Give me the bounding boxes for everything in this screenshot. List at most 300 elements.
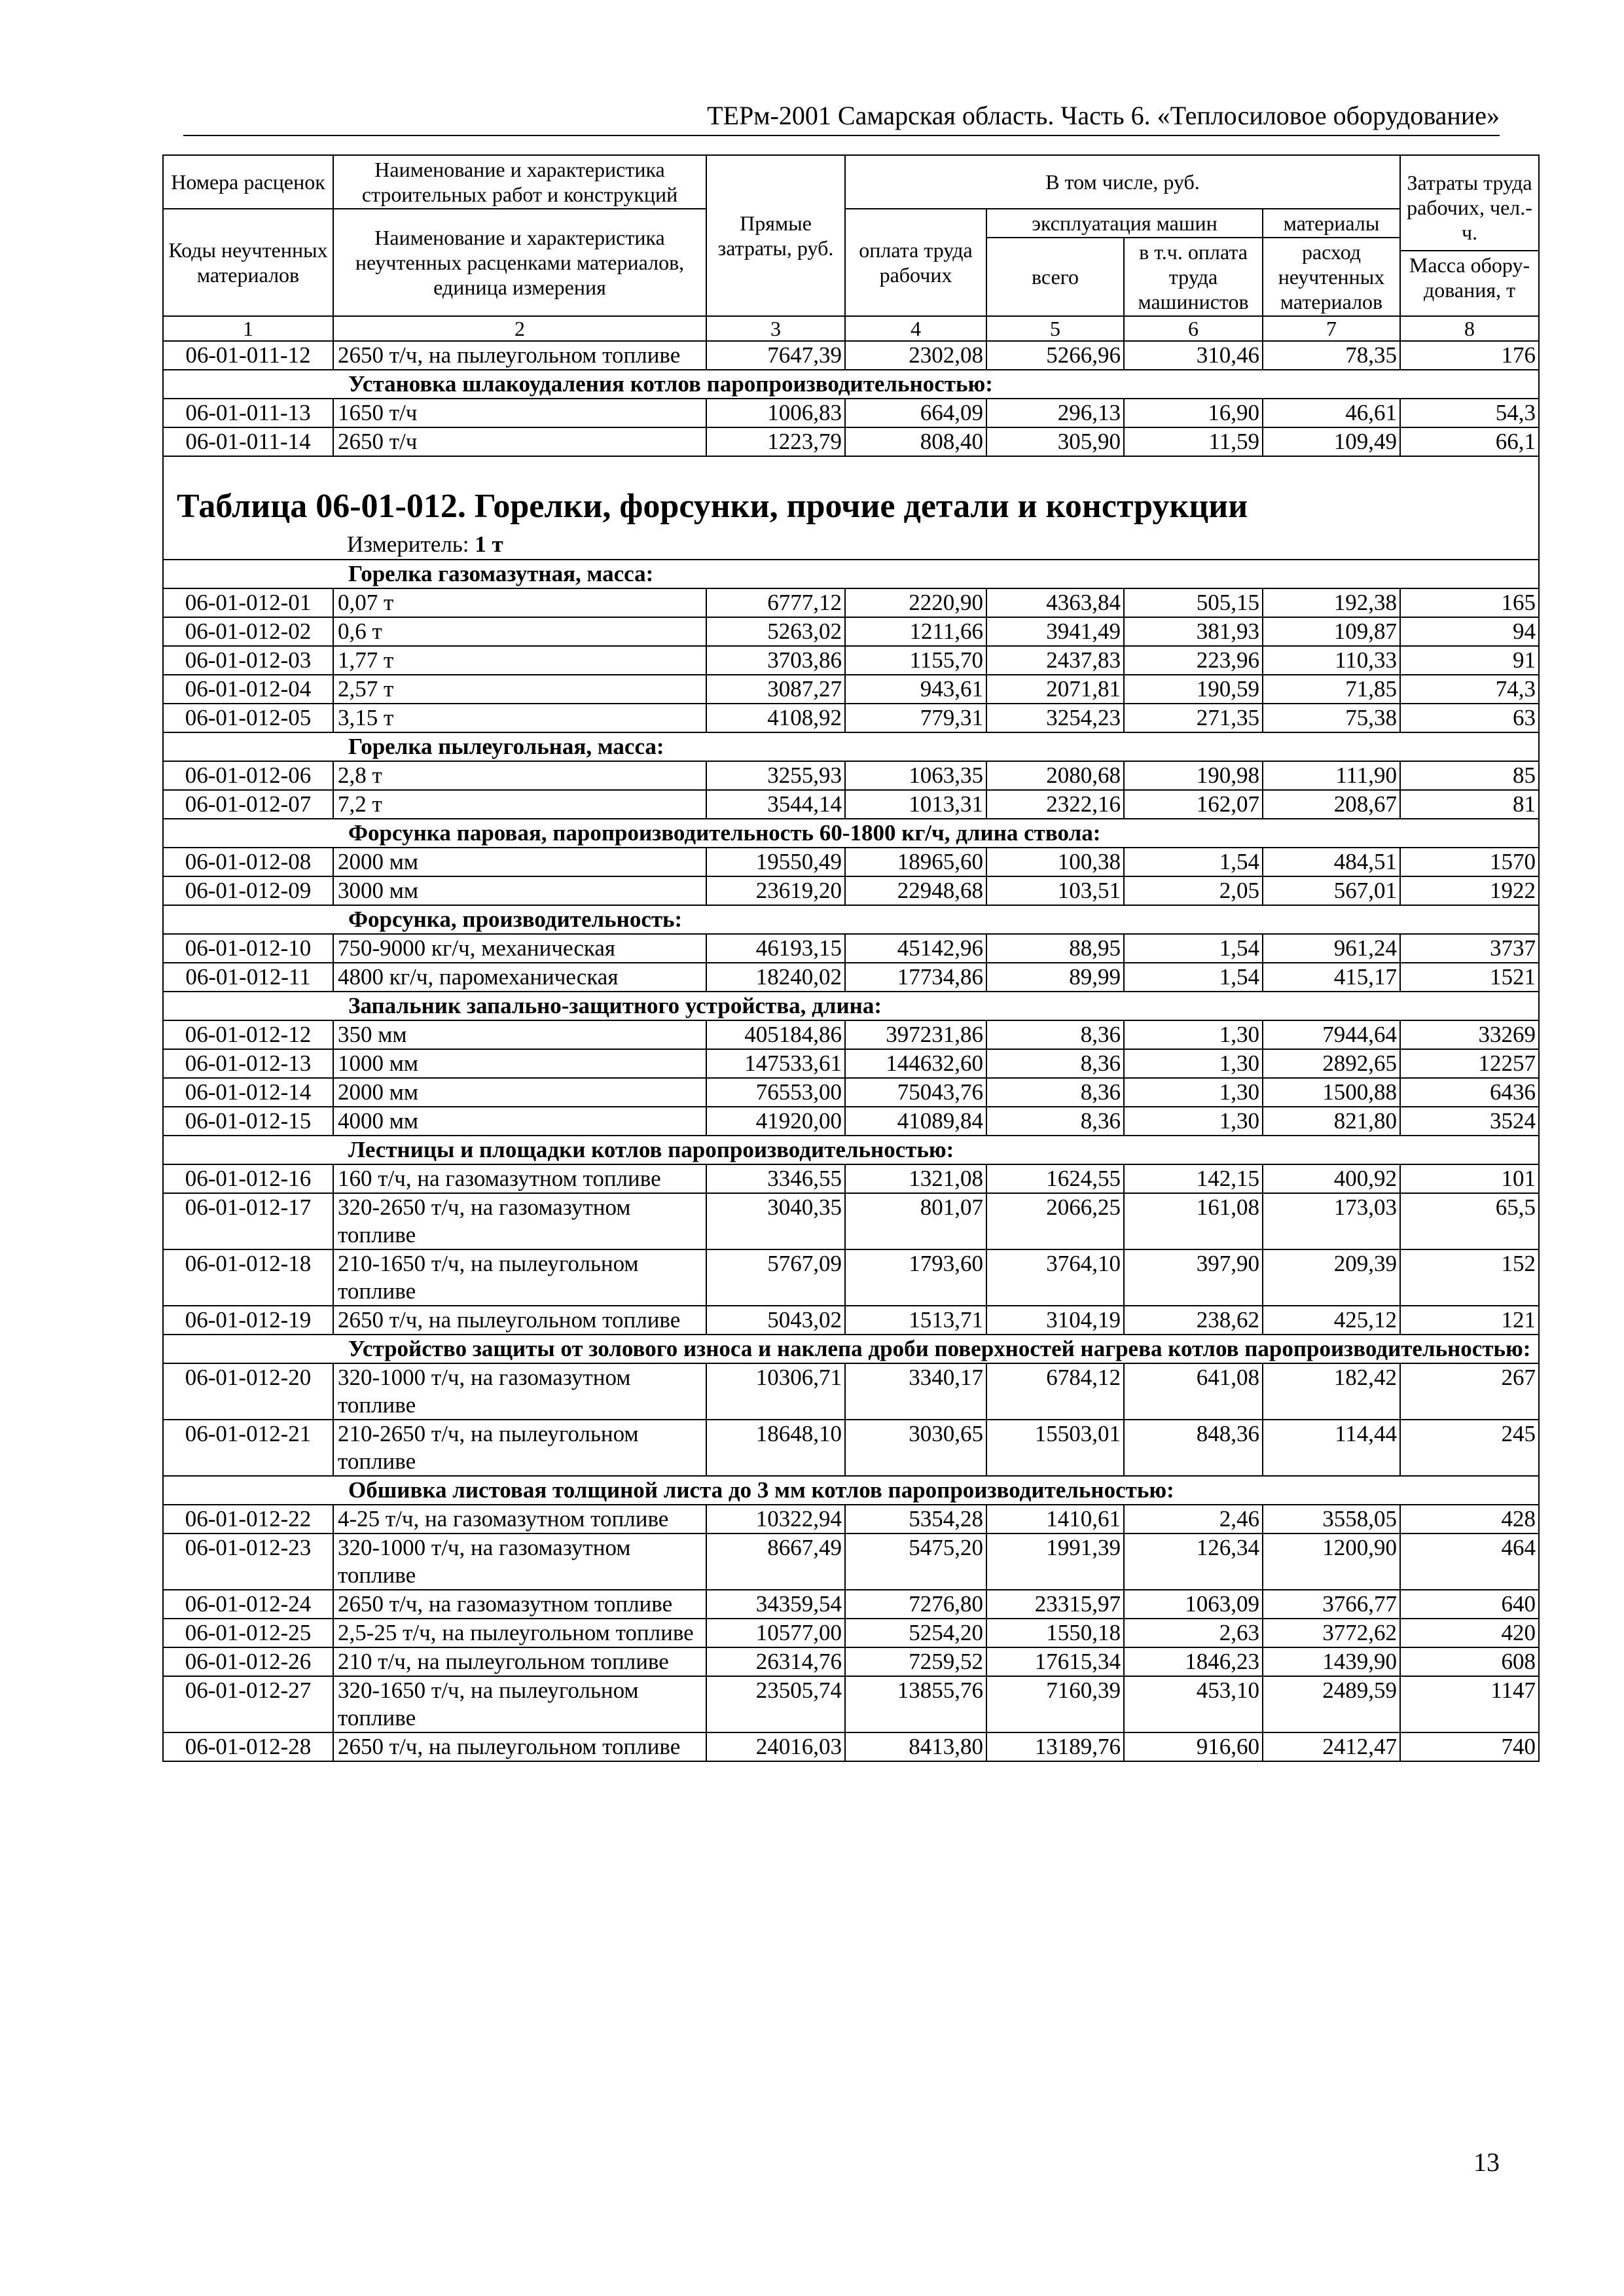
materials-cost: 1500,88 [1263,1078,1400,1107]
materials-cost: 3772,62 [1263,1619,1400,1647]
labor-cost: 640 [1400,1590,1539,1619]
direct-cost: 34359,54 [706,1590,845,1619]
rate-name: 7,2 т [333,790,706,819]
labor-cost: 428 [1400,1505,1539,1534]
rate-name: 160 т/ч, на газомазутном топливе [333,1164,706,1193]
machinist-wages: 16,90 [1124,399,1263,427]
column-index: 3 [706,316,845,341]
labor-cost: 85 [1400,761,1539,790]
wages-cost: 1063,35 [845,761,986,790]
table-row [163,848,1539,876]
rate-code: 06-01-012-17 [163,1193,333,1249]
materials-cost: 192,38 [1263,588,1400,617]
rate-code: 06-01-011-13 [163,399,333,427]
direct-cost: 3346,55 [706,1164,845,1193]
machinist-wages: 310,46 [1124,341,1263,370]
direct-cost: 405184,86 [706,1020,845,1049]
rate-code: 06-01-012-01 [163,588,333,617]
section-title: Лестницы и площадки котлов паропроизводительностью: [163,1136,1539,1164]
rate-name: 3,15 т [333,704,706,732]
machines-total: 1991,39 [986,1534,1124,1590]
labor-cost: 54,3 [1400,399,1539,427]
rate-name: 2650 т/ч, на пылеугольном топливе [333,1732,706,1761]
wages-cost: 1321,08 [845,1164,986,1193]
machines-total: 88,95 [986,934,1124,963]
machinist-wages: 397,90 [1124,1249,1263,1306]
machines-total: 296,13 [986,399,1124,427]
labor-cost: 63 [1400,704,1539,732]
section-title: Установка шлакоудаления котлов паропроизводительностью: [163,370,1539,399]
table-row [163,1619,1539,1647]
direct-cost: 76553,00 [706,1078,845,1107]
materials-cost: 209,39 [1263,1249,1400,1306]
col-machines: эксплуатация машин [986,209,1263,238]
col-mass: Масса обору-дования, т [1401,250,1538,304]
rate-name: 320-1000 т/ч, на газомазутном топливе [333,1534,706,1590]
rate-name: 210-1650 т/ч, на пылеугольном топливе [333,1249,706,1306]
machines-total: 89,99 [986,963,1124,992]
machines-total: 3104,19 [986,1306,1124,1335]
machinist-wages: 11,59 [1124,427,1263,456]
labor-cost: 1570 [1400,848,1539,876]
machines-total: 8,36 [986,1020,1124,1049]
direct-cost: 18240,02 [706,963,845,992]
materials-cost: 3558,05 [1263,1505,1400,1534]
machines-total: 2071,81 [986,675,1124,704]
column-index: 6 [1124,316,1263,341]
column-index: 7 [1263,316,1400,341]
section-title: Запальник запально-защитного устройства, длина: [163,992,1539,1020]
section-title: Устройство защиты от золового износа и наклепа дроби поверхностей нагрева котлов паропроизводительностью: [163,1335,1539,1363]
direct-cost: 18648,10 [706,1420,845,1476]
labor-cost: 152 [1400,1249,1539,1306]
wages-cost: 13855,76 [845,1676,986,1732]
col-labor: Затраты труда рабочих, чел.-ч. [1407,171,1532,244]
wages-cost: 1211,66 [845,617,986,646]
table-row [163,704,1539,732]
section-row [163,819,1539,848]
direct-cost: 1223,79 [706,427,845,456]
rate-name: 2,5-25 т/ч, на пылеугольном топливе [333,1619,706,1647]
section-row [163,370,1539,399]
rate-code: 06-01-012-18 [163,1249,333,1306]
direct-cost: 3703,86 [706,646,845,675]
rate-name: 750-9000 кг/ч, механическая [333,934,706,963]
machinist-wages: 126,34 [1124,1534,1263,1590]
rate-name: 2,8 т [333,761,706,790]
rate-name: 320-2650 т/ч, на газомазутном топливе [333,1193,706,1249]
section-title: Горелка пылеугольная, масса: [163,732,1539,761]
wages-cost: 45142,96 [845,934,986,963]
machines-total: 1410,61 [986,1505,1124,1534]
section-title: Обшивка листовая толщиной листа до 3 мм котлов паропроизводительностью: [163,1476,1539,1505]
machinist-wages: 1,30 [1124,1107,1263,1136]
table-row [163,1078,1539,1107]
machines-total: 13189,76 [986,1732,1124,1761]
rate-code: 06-01-012-13 [163,1049,333,1078]
materials-cost: 111,90 [1263,761,1400,790]
measure-label: Измеритель: [347,531,469,557]
table-row [163,617,1539,646]
direct-cost: 3544,14 [706,790,845,819]
rate-code: 06-01-012-15 [163,1107,333,1136]
rate-code: 06-01-012-16 [163,1164,333,1193]
rate-name: 320-1000 т/ч, на газомазутном топливе [333,1363,706,1420]
wages-cost: 664,09 [845,399,986,427]
labor-cost: 464 [1400,1534,1539,1590]
col-name2: Наименование и характеристика неучтенных расценками материалов, единица измерения [333,209,706,316]
wages-cost: 779,31 [845,704,986,732]
materials-cost: 821,80 [1263,1107,1400,1136]
wages-cost: 75043,76 [845,1078,986,1107]
direct-cost: 5043,02 [706,1306,845,1335]
rate-code: 06-01-012-26 [163,1647,333,1676]
labor-cost: 121 [1400,1306,1539,1335]
materials-cost: 415,17 [1263,963,1400,992]
rate-code: 06-01-012-23 [163,1534,333,1590]
rate-code: 06-01-012-28 [163,1732,333,1761]
measure-line [164,530,1538,559]
header-title: ТЕРм-2001 Самарская область. Часть 6. «Теплосиловое оборудование» [707,101,1500,130]
direct-cost: 10322,94 [706,1505,845,1534]
section-row [163,905,1539,934]
table-row [163,1306,1539,1335]
rate-code: 06-01-012-20 [163,1363,333,1420]
machines-total: 305,90 [986,427,1124,456]
rate-name: 2650 т/ч, на газомазутном топливе [333,1590,706,1619]
table-row [163,1732,1539,1761]
table-row [163,1420,1539,1476]
machines-total: 1550,18 [986,1619,1124,1647]
machines-total: 3254,23 [986,704,1124,732]
wages-cost: 2220,90 [845,588,986,617]
col-name: Наименование и характеристика строительных работ и конструкций [333,155,706,209]
wages-cost: 41089,84 [845,1107,986,1136]
machinist-wages: 2,63 [1124,1619,1263,1647]
col-labor-mass [1400,155,1539,316]
materials-cost: 109,49 [1263,427,1400,456]
wages-cost: 1513,71 [845,1306,986,1335]
rate-name: 4800 кг/ч, паромеханическая [333,963,706,992]
labor-cost: 608 [1400,1647,1539,1676]
wages-cost: 1793,60 [845,1249,986,1306]
table-row [163,588,1539,617]
table-row [163,1193,1539,1249]
machinist-wages: 142,15 [1124,1164,1263,1193]
header-row-1 [163,155,1539,209]
machines-total: 17615,34 [986,1647,1124,1676]
section-row [163,732,1539,761]
wages-cost: 3340,17 [845,1363,986,1420]
rate-code: 06-01-012-08 [163,848,333,876]
wages-cost: 5475,20 [845,1534,986,1590]
direct-cost: 46193,15 [706,934,845,963]
direct-cost: 5263,02 [706,617,845,646]
labor-cost: 91 [1400,646,1539,675]
table-row [163,1164,1539,1193]
wages-cost: 801,07 [845,1193,986,1249]
machines-total: 15503,01 [986,1420,1124,1476]
labor-cost: 101 [1400,1164,1539,1193]
rate-code: 06-01-011-12 [163,341,333,370]
rate-name: 1650 т/ч [333,399,706,427]
direct-cost: 1006,83 [706,399,845,427]
rate-code: 06-01-012-25 [163,1619,333,1647]
table-row [163,1363,1539,1420]
materials-cost: 208,67 [1263,790,1400,819]
machinist-wages: 505,15 [1124,588,1263,617]
column-index-row [163,316,1539,341]
machinist-wages: 1063,09 [1124,1590,1263,1619]
rate-name: 210-2650 т/ч, на пылеугольном топливе [333,1420,706,1476]
running-header [183,98,1500,136]
direct-cost: 147533,61 [706,1049,845,1078]
direct-cost: 23619,20 [706,876,845,905]
materials-cost: 1439,90 [1263,1647,1400,1676]
materials-cost: 114,44 [1263,1420,1400,1476]
rate-name: 350 мм [333,1020,706,1049]
direct-cost: 3040,35 [706,1193,845,1249]
wages-cost: 22948,68 [845,876,986,905]
machinist-wages: 1,54 [1124,963,1263,992]
wages-cost: 3030,65 [845,1420,986,1476]
labor-cost: 1147 [1400,1676,1539,1732]
machines-total: 1624,55 [986,1164,1124,1193]
table-row [163,1249,1539,1306]
wages-cost: 7276,80 [845,1590,986,1619]
rate-code: 06-01-012-22 [163,1505,333,1534]
table-row [163,761,1539,790]
col-incl-wages: в т.ч. оплата труда машинистов [1124,238,1263,316]
labor-cost: 3524 [1400,1107,1539,1136]
direct-cost: 10577,00 [706,1619,845,1647]
table-row [163,790,1539,819]
machinist-wages: 223,96 [1124,646,1263,675]
materials-cost: 2412,47 [1263,1732,1400,1761]
table-row [163,675,1539,704]
rate-name: 2650 т/ч, на пылеугольном топливе [333,341,706,370]
table-row [163,1107,1539,1136]
wages-cost: 17734,86 [845,963,986,992]
labor-cost: 6436 [1400,1078,1539,1107]
materials-cost: 110,33 [1263,646,1400,675]
rate-name: 0,07 т [333,588,706,617]
direct-cost: 6777,12 [706,588,845,617]
col-total: всего [986,238,1124,316]
wages-cost: 7259,52 [845,1647,986,1676]
direct-cost: 7647,39 [706,341,845,370]
col-rate-number: Номера расценок [163,155,333,209]
column-index: 1 [163,316,333,341]
machines-total: 8,36 [986,1107,1124,1136]
machines-total: 2066,25 [986,1193,1124,1249]
machinist-wages: 1846,23 [1124,1647,1263,1676]
materials-cost: 109,87 [1263,617,1400,646]
table-title-row [163,456,1539,560]
rate-code: 06-01-012-05 [163,704,333,732]
direct-cost: 3087,27 [706,675,845,704]
rate-code: 06-01-012-06 [163,761,333,790]
materials-cost: 46,61 [1263,399,1400,427]
direct-cost: 3255,93 [706,761,845,790]
machinist-wages: 381,93 [1124,617,1263,646]
labor-cost: 3737 [1400,934,1539,963]
section-row [163,1136,1539,1164]
labor-cost: 176 [1400,341,1539,370]
wages-cost: 144632,60 [845,1049,986,1078]
machines-total: 8,36 [986,1049,1124,1078]
machines-total: 2437,83 [986,646,1124,675]
table-row [163,1647,1539,1676]
machines-total: 7160,39 [986,1676,1124,1732]
table-title: Таблица 06-01-012. Горелки, форсунки, прочие детали и конструкции [177,488,1248,525]
rate-name: 1,77 т [333,646,706,675]
machinist-wages: 238,62 [1124,1306,1263,1335]
wages-cost: 1155,70 [845,646,986,675]
labor-cost: 94 [1400,617,1539,646]
machinist-wages: 1,54 [1124,934,1263,963]
rate-name: 2650 т/ч [333,427,706,456]
labor-cost: 245 [1400,1420,1539,1476]
wages-cost: 8413,80 [845,1732,986,1761]
labor-cost: 267 [1400,1363,1539,1420]
table-row [163,1534,1539,1590]
machines-total: 2322,16 [986,790,1124,819]
table-row [163,876,1539,905]
machinist-wages: 2,05 [1124,876,1263,905]
wages-cost: 397231,86 [845,1020,986,1049]
machinist-wages: 162,07 [1124,790,1263,819]
section-title: Форсунка паровая, паропроизводительность 60-1800 кг/ч, длина ствола: [163,819,1539,848]
section-title: Форсунка, производительность: [163,905,1539,934]
rate-code: 06-01-012-19 [163,1306,333,1335]
materials-cost: 2892,65 [1263,1049,1400,1078]
machines-total: 23315,97 [986,1590,1124,1619]
rate-name: 210 т/ч, на пылеугольном топливе [333,1647,706,1676]
materials-cost: 567,01 [1263,876,1400,905]
machines-total: 6784,12 [986,1363,1124,1420]
table-body [163,155,1539,1761]
col-direct: Прямые затраты, руб. [706,155,845,316]
materials-cost: 400,92 [1263,1164,1400,1193]
rate-code: 06-01-012-04 [163,675,333,704]
machinist-wages: 161,08 [1124,1193,1263,1249]
materials-cost: 173,03 [1263,1193,1400,1249]
labor-cost: 12257 [1400,1049,1539,1078]
materials-cost: 961,24 [1263,934,1400,963]
labor-cost: 65,5 [1400,1193,1539,1249]
labor-cost: 165 [1400,588,1539,617]
rate-name: 1000 мм [333,1049,706,1078]
direct-cost: 5767,09 [706,1249,845,1306]
table-row [163,341,1539,370]
direct-cost: 10306,71 [706,1363,845,1420]
machines-total: 3764,10 [986,1249,1124,1306]
machinist-wages: 190,98 [1124,761,1263,790]
machinist-wages: 2,46 [1124,1505,1263,1534]
column-index: 5 [986,316,1124,341]
rate-code: 06-01-012-12 [163,1020,333,1049]
section-row [163,560,1539,588]
section-title: Горелка газомазутная, масса: [163,560,1539,588]
machines-total: 100,38 [986,848,1124,876]
materials-cost: 7944,64 [1263,1020,1400,1049]
rate-name: 4-25 т/ч, на газомазутном топливе [333,1505,706,1534]
column-index: 4 [845,316,986,341]
table-row [163,1505,1539,1534]
rate-code: 06-01-012-02 [163,617,333,646]
labor-cost: 1922 [1400,876,1539,905]
machines-total: 8,36 [986,1078,1124,1107]
col-incl: В том числе, руб. [845,155,1400,209]
machines-total: 2080,68 [986,761,1124,790]
wages-cost: 18965,60 [845,848,986,876]
materials-cost: 75,38 [1263,704,1400,732]
machinist-wages: 271,35 [1124,704,1263,732]
labor-cost: 66,1 [1400,427,1539,456]
labor-cost: 420 [1400,1619,1539,1647]
wages-cost: 5354,28 [845,1505,986,1534]
direct-cost: 19550,49 [706,848,845,876]
labor-cost: 740 [1400,1732,1539,1761]
wages-cost: 808,40 [845,427,986,456]
labor-cost: 81 [1400,790,1539,819]
labor-cost: 33269 [1400,1020,1539,1049]
column-index: 2 [333,316,706,341]
machinist-wages: 1,30 [1124,1049,1263,1078]
rate-code: 06-01-012-24 [163,1590,333,1619]
labor-cost: 74,3 [1400,675,1539,704]
direct-cost: 24016,03 [706,1732,845,1761]
machinist-wages: 848,36 [1124,1420,1263,1476]
wages-cost: 5254,20 [845,1619,986,1647]
machinist-wages: 1,54 [1124,848,1263,876]
machines-total: 5266,96 [986,341,1124,370]
rate-code: 06-01-012-14 [163,1078,333,1107]
section-row [163,992,1539,1020]
direct-cost: 8667,49 [706,1534,845,1590]
materials-cost: 182,42 [1263,1363,1400,1420]
rate-name: 3000 мм [333,876,706,905]
page-number: 13 [1473,2147,1500,2177]
direct-cost: 4108,92 [706,704,845,732]
wages-cost: 1013,31 [845,790,986,819]
materials-cost: 2489,59 [1263,1676,1400,1732]
rate-name: 0,6 т [333,617,706,646]
section-row [163,1476,1539,1505]
table-row [163,399,1539,427]
machinist-wages: 916,60 [1124,1732,1263,1761]
measure-value: 1 т [475,531,503,557]
table-row [163,1590,1539,1619]
rate-code: 06-01-012-03 [163,646,333,675]
section-row [163,1335,1539,1363]
machines-total: 3941,49 [986,617,1124,646]
rate-name: 2,57 т [333,675,706,704]
machines-total: 103,51 [986,876,1124,905]
materials-cost: 425,12 [1263,1306,1400,1335]
rate-name: 4000 мм [333,1107,706,1136]
col-wages: оплата труда рабочих [845,209,986,316]
machinist-wages: 1,30 [1124,1078,1263,1107]
rate-name: 2000 мм [333,1078,706,1107]
table-row [163,1020,1539,1049]
wages-cost: 2302,08 [845,341,986,370]
machinist-wages: 641,08 [1124,1363,1263,1420]
direct-cost: 26314,76 [706,1647,845,1676]
direct-cost: 41920,00 [706,1107,845,1136]
rate-code: 06-01-011-14 [163,427,333,456]
